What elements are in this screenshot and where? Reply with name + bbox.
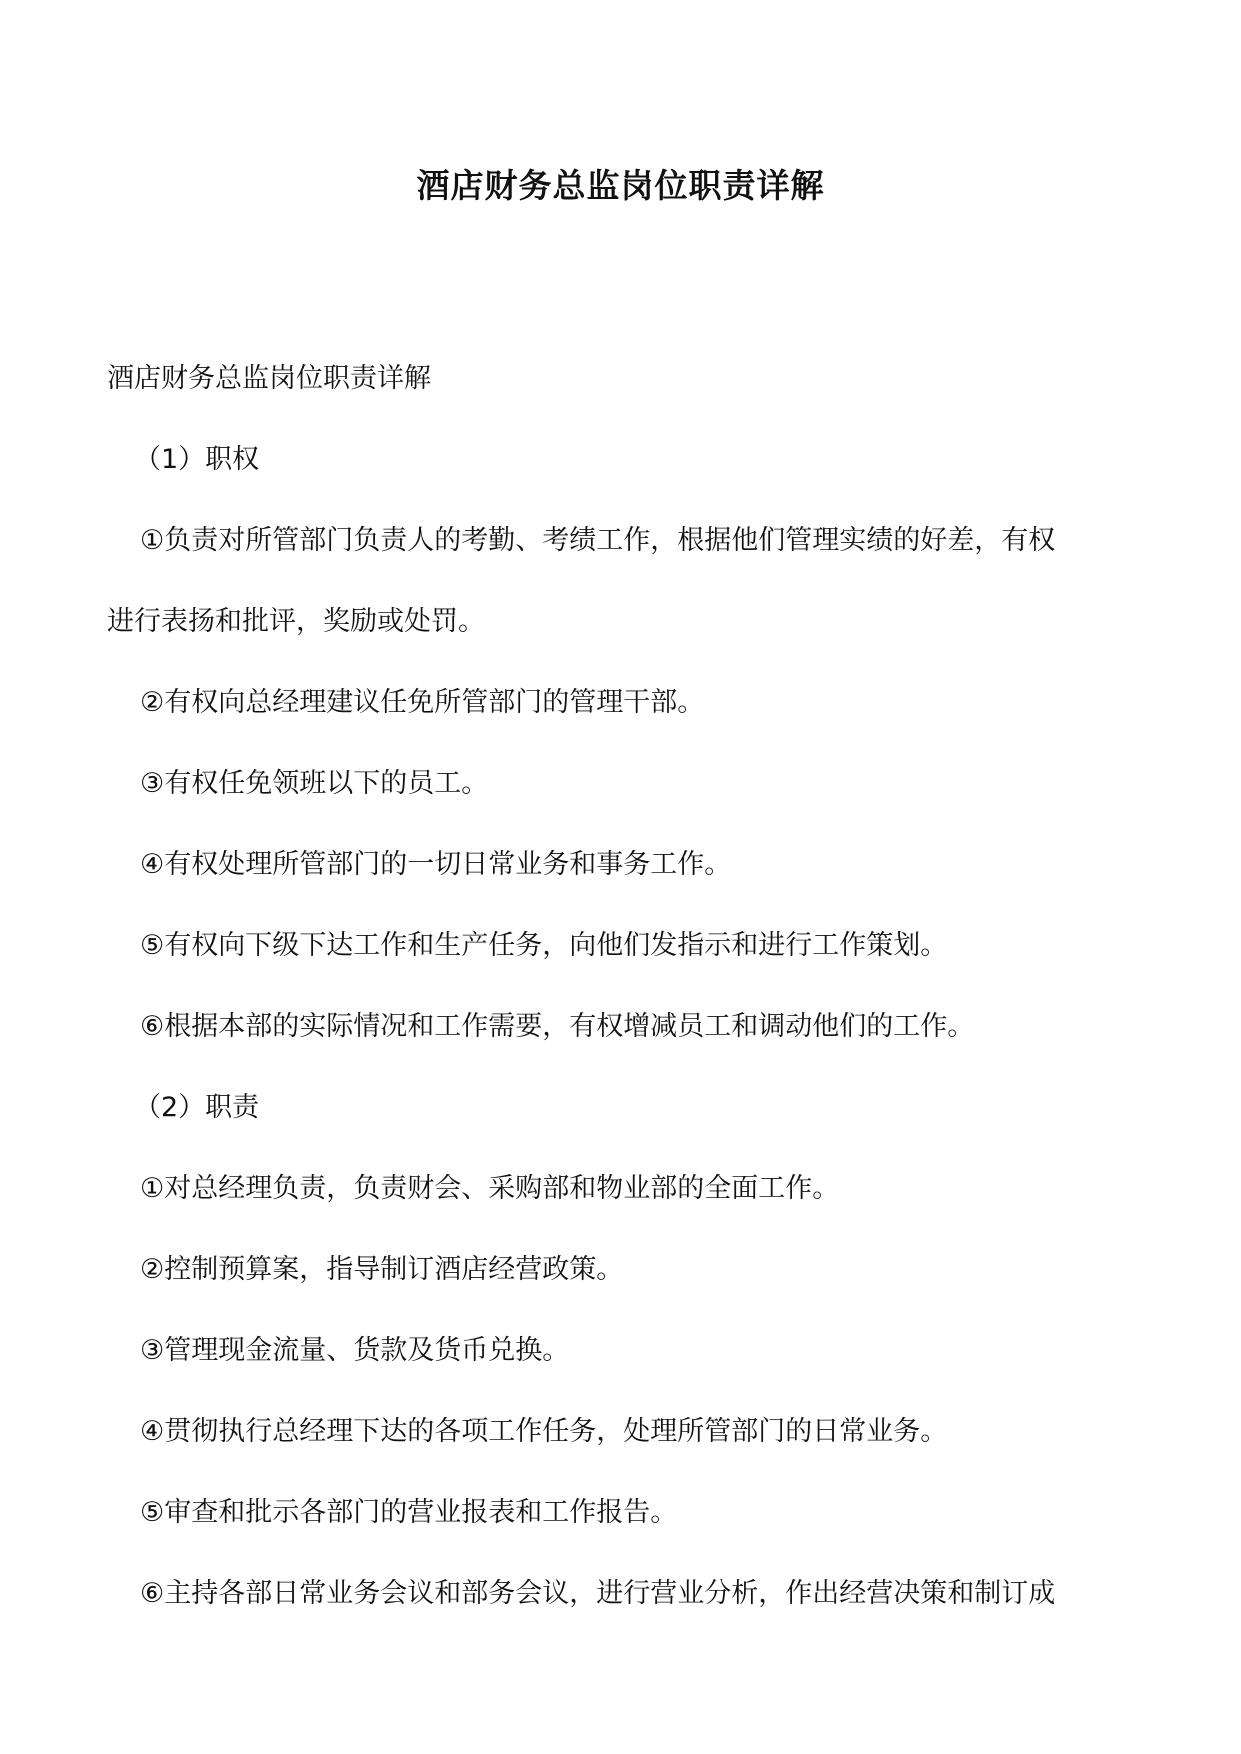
duty-item-3: ③管理现金流量、货款及货币兑换。 (140, 1335, 570, 1366)
authority-item-6: ⑥根据本部的实际情况和工作需要，有权增减员工和调动他们的工作。 (140, 1011, 975, 1042)
authority-item-2: ②有权向总经理建议任免所管部门的管理干部。 (140, 687, 705, 718)
duty-item-2: ②控制预算案，指导制订酒店经营政策。 (140, 1254, 624, 1285)
authority-item-1-continued: 进行表扬和批评，奖励或处罚。 (107, 606, 485, 637)
document-subtitle: 酒店财务总监岗位职责详解 (107, 363, 431, 394)
duty-item-5: ⑤审查和批示各部门的营业报表和工作报告。 (140, 1497, 678, 1528)
duty-item-6: ⑥主持各部日常业务会议和部务会议，进行营业分析，作出经营决策和制订成 (140, 1578, 1056, 1609)
duty-item-1: ①对总经理负责，负责财会、采购部和物业部的全面工作。 (140, 1173, 840, 1204)
authority-item-5: ⑤有权向下级下达工作和生产任务，向他们发指示和进行工作策划。 (140, 930, 948, 961)
page-title: 酒店财务总监岗位职责详解 (416, 166, 825, 205)
duty-item-4: ④贯彻执行总经理下达的各项工作任务，处理所管部门的日常业务。 (140, 1416, 948, 1447)
authority-item-4: ④有权处理所管部门的一切日常业务和事务工作。 (140, 849, 732, 880)
section-heading-duties: （2）职责 (134, 1092, 260, 1123)
authority-item-1: ①负责对所管部门负责人的考勤、考绩工作，根据他们管理实绩的好差，有权 (140, 525, 1056, 556)
document-body (107, 338, 1137, 1634)
authority-item-3: ③有权任免领班以下的员工。 (140, 768, 489, 799)
section-heading-authority: （1）职权 (134, 444, 260, 475)
